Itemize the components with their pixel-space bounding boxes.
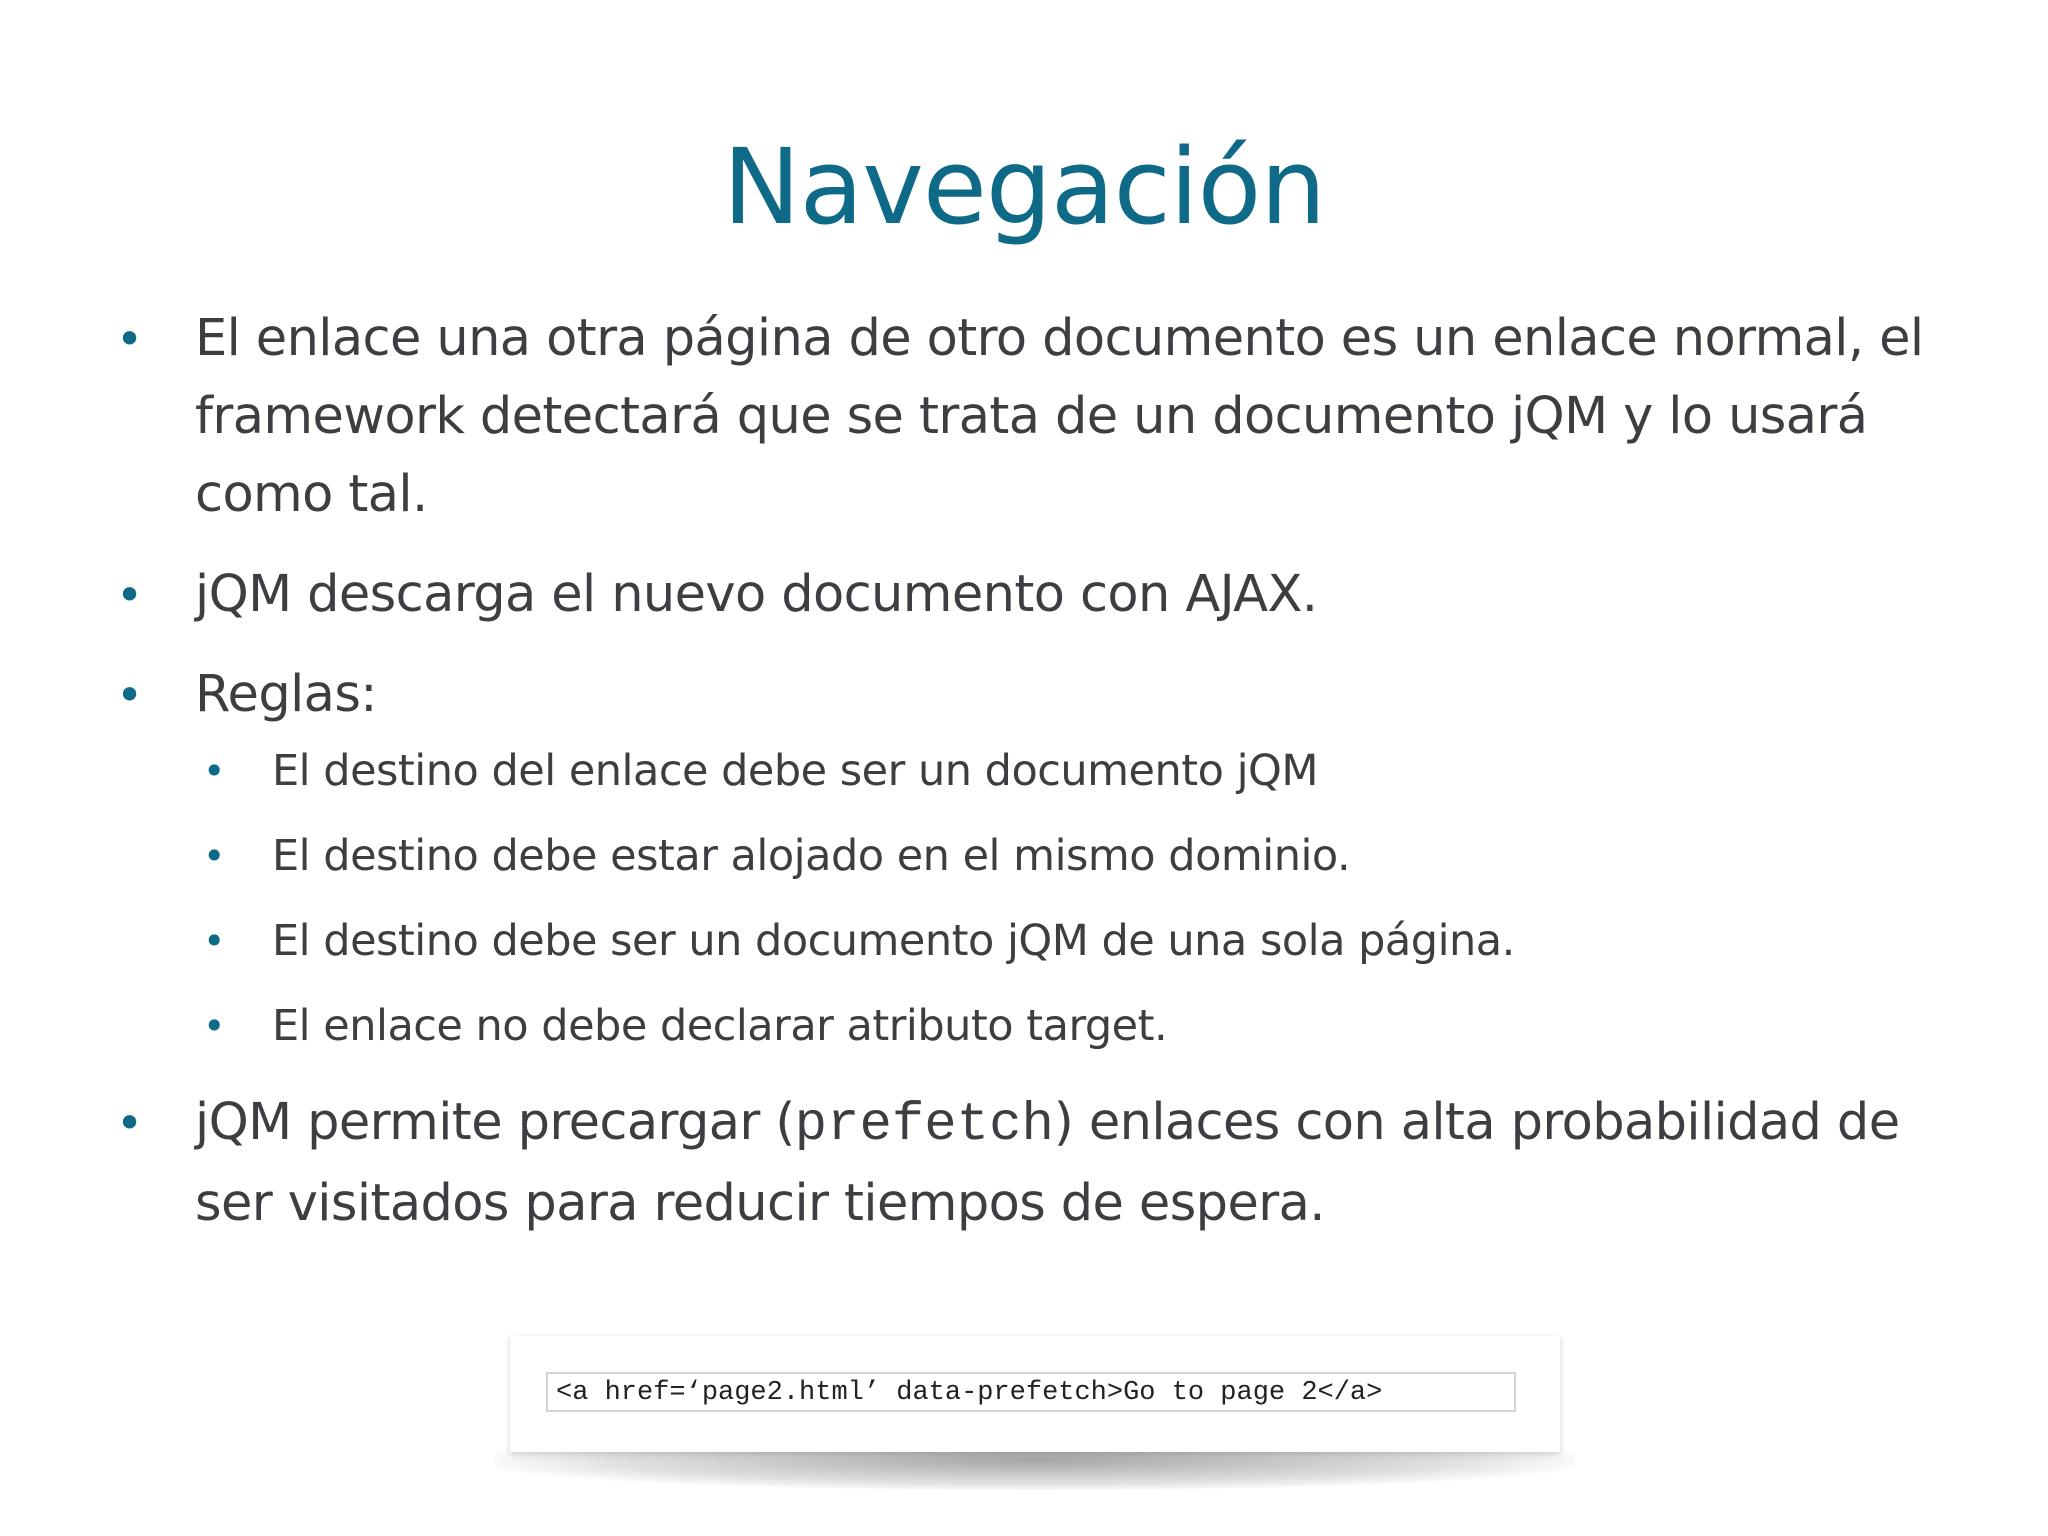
code-example-card <box>510 1336 1560 1452</box>
bullet-text: Reglas: <box>195 665 377 724</box>
rule-text: El destino debe ser un documento jQM de una sola página. <box>272 916 1515 966</box>
bullet-dot-icon: • <box>116 568 143 622</box>
bullet-item <box>110 1084 1950 1243</box>
bullet-dot-icon: • <box>116 1096 143 1150</box>
bullet-text: jQM descarga el nuevo documento con AJAX. <box>195 565 1318 624</box>
bullet-dot-icon: • <box>203 834 225 878</box>
rule-item <box>195 914 1950 968</box>
bullet-dot-icon: • <box>116 312 143 366</box>
bullet-dot-icon: • <box>203 1004 225 1048</box>
rule-text: El destino debe estar alojado en el mismo dominio. <box>272 831 1351 881</box>
rule-item <box>195 829 1950 883</box>
bullet-item <box>110 556 1950 634</box>
bullet-item <box>110 300 1950 534</box>
rule-item <box>195 744 1950 798</box>
bullet-item <box>110 656 1950 1053</box>
code-example-box <box>546 1372 1516 1412</box>
prefetch-code: prefetch <box>794 1095 1054 1156</box>
rule-text: El destino del enlace debe ser un documento jQM <box>272 746 1318 796</box>
slide-title: Navegación <box>722 126 1326 248</box>
rule-item <box>195 999 1950 1053</box>
bullet-dot-icon: • <box>116 668 143 722</box>
bullet-list <box>110 300 1950 1265</box>
bullet-text-before: jQM permite precargar ( <box>195 1093 795 1152</box>
bullet-dot-icon: • <box>203 919 225 963</box>
rules-list <box>195 744 1950 1053</box>
bullet-text-after: ) enlaces con alta probabilidad de ser visitados para reducir tiempos de espera. <box>195 1093 1900 1233</box>
bullet-dot-icon: • <box>203 749 225 793</box>
code-example-text: <a href=‘page2.html’ data-prefetch>Go to page 2</a> <box>556 1378 1383 1408</box>
bullet-text: El enlace una otra página de otro documento es un enlace normal, el framework detectará que se trata de un documento jQM y lo usará como tal. <box>195 309 1924 524</box>
rule-text: El enlace no debe declarar atributo target. <box>272 1001 1168 1051</box>
